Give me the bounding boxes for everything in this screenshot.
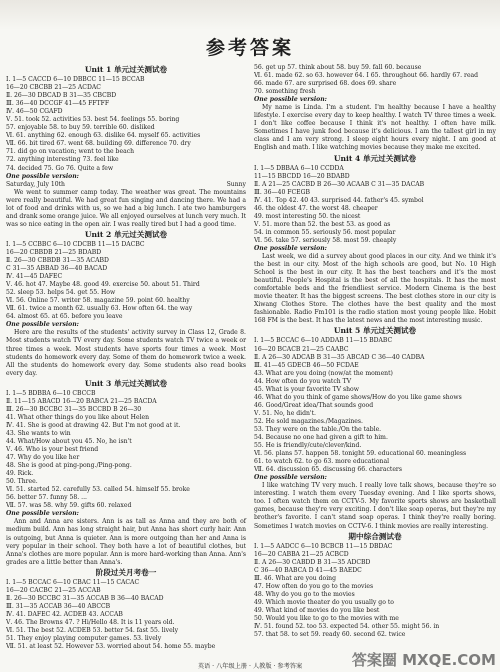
answer-line: Ⅵ. 51. The best 52. ACDEB 53. better 54. fast 55. lively [6,627,179,634]
answer-line: 57. that 58. to set 59. ready 60. second 62. twice [254,631,406,639]
sample-essay-text: Last week, we did a survey about good places in our city. And we think it's the best in our city. Most of the high schools are good, but No. 10 High School is the best in our city. It has the best teachers and it's the most beautiful. People's Hospital is the best of all the hospitals. It has the most comfortable beds and the friendliest service. Modern Cinema is the best movie theater. It has the biggest screens. The best clothes store in our city is Xiwang Clothes Store. The clothes have the best quality and the most fashionable. Radio Fm101 is the radio station most young people like. Hobit 168 FM is the best. It has the latest news and the most interesting music. [254,253,496,325]
answer-line: Ⅴ. 46. Who is your best friend [6,446,99,454]
answer-line: 54. Because no one had given a gift to him. [254,434,388,442]
sample-essay-text: Here are the results of the students' activity survey in Class 12, Grade 8. Most students watch TV every day. Some students watch TV twice a week or three times a week. Most students have sports four times a week. Most students do homework every day. Some of them do homework twice a week. All the students do homework every day. Some students also read books every day. [6,329,246,377]
answer-line: Ⅱ. 11—15 ABACD 16—20 BABCA 21—25 BACDA [6,397,157,405]
answer-line: 48. Why do you go to the movies [254,590,355,598]
answer-line: Ⅲ. 46. What are you doing [254,574,336,582]
sample-essay-label: One possible version: [254,244,327,252]
diary-date-line [6,181,246,189]
sample-essay-text: Ann and Anna are sisters. Ann is as tall as Anna and they are both of medium build. Ann has long straight hair, but Anna has short curly hair. Ann is outgoing, but Anna is quieter. Ann is more outgoing than her and Anna is very popular in their school. They both have a lot of beautiful clothes, but Anna's clothes are more popular. Ann is more hard-working than Anna. Ann's grades are a little better than Anna's. [6,518,246,566]
answer-line: Ⅶ. 64. discussion 65. discussing 66. characters [254,466,402,474]
answer-line: 41. What other things do you like about Helen [6,413,150,421]
answer-line: Ⅵ. 51. started 52. carefully 53. called 54. himself 55. broke [6,486,190,494]
sample-essay-text: We went to summer camp today. The weather was great. The mountains were really beautiful. We had great fun singing and dancing there. We had a lot of food and drinks with us, so we had a big lunch. I ate two hamburgers and drank some orange juice. We all enjoyed ourselves at lunch very much. It was so nice eating in the open air. I was really tired but I had a good time. [6,188,247,228]
answer-line: 50. Three. [6,478,38,486]
answer-line: Ⅰ. 1—5 DBBAA 6—10 CCDDA [254,164,344,172]
answer-line: Ⅰ. 1—5 BCCAC 6—10 ADDAB 11—15 BDABC [254,337,393,345]
sample-essay-text: My name is Linda. I'm a student. I'm healthy because I have a healthy lifestyle. I exercise every day to keep healthy. I watch TV three times a week. I don't like coffee because I think it's not healthy. I often have milk. Sometimes I have junk food because it's delicious. I am the tallest girl in my class and I am very strong. I sleep eight hours every night. I am good at English and math. I like watching movies because they make me excited. [254,104,496,152]
left-column [6,64,246,651]
sample-essay-label: One possible version: [6,510,79,518]
answer-line: Ⅱ. 26—30 BCCBC 31—35 ACCAB B 36—40 BACAD [6,594,164,602]
answer-line: Ⅵ. 56. Online 57. writer 58. magazine 59. point 60. healthy [6,297,190,305]
answer-line: 53. They were on the table./On the table. [254,425,382,433]
answer-line: Ⅴ. 51. more than 52. the best 53. as good as [254,220,391,228]
answer-line: 44. What/How about you 45. No, he isn't [6,437,132,445]
answer-line: Ⅳ. 51. found 52. too 53. expected 54. other 55. might 56. in [254,623,440,631]
answer-line: 55. He is friendly/cute/clever/kind. [254,442,362,450]
sample-essay-label: One possible version: [6,321,79,329]
answer-line: C 36—40 BABCA D 41—45 BAEDC [254,566,362,574]
answer-line: 70. something fresh [254,88,316,96]
answer-line: 16—20 CBBDB 21—25 BDABD [6,248,102,256]
answer-line: Ⅵ. 61. made 62. so 63. however 64. Ⅰ 65. throughout 66. hardly 67. read [254,72,479,80]
section-heading: Unit 3 单元过关测试卷 [84,378,168,388]
answer-line: 16—20 CABBA 21—25 ACBCD [254,550,349,558]
section-heading: Unit 4 单元过关测试卷 [333,153,417,163]
right-column [254,64,496,639]
answer-line: 46. Good/Great idea/That sounds good [254,401,374,409]
section-heading: Unit 1 单元过关测试卷 [84,65,168,74]
top-shade [0,0,500,30]
answer-line: 64. almost 65. at 65. before you leave [6,313,123,321]
answer-line: Ⅰ. 1—5 CCBBC 6—10 CDCBB 11—15 DACBC [6,240,145,248]
answer-line: Ⅳ. 41. DAFEC 42. ACDEB 43. ACCAB [6,610,123,618]
answer-line: Ⅲ. 26—30 BCCBC 31—35 BCCBD B 26—30 [6,405,142,413]
answer-line: Ⅴ. 51. took 52. activities 53. best 54. feelings 55. boring [6,116,180,124]
answer-line: 46. the oldest 47. the worst 48. cheaper [254,204,378,212]
answer-line: Ⅶ. 51. at least 52. However 53. worried about 54. home 55. maybe [6,643,216,651]
answer-line: Ⅱ. A 26—30 ADCAB B 31—35 ABCAD C 36—40 CADBA [254,353,425,361]
answer-line: Ⅵ. 56. take 57. seriously 58. most 59. cheaply [254,236,397,244]
answer-line: 50. Would you like to go to the movies with me [254,615,399,622]
answer-line: 71. did go on vacation; went to the beach [6,148,135,156]
answer-line: 46. What do you think of game shows/How do you like game shows [254,393,462,401]
answer-line: 47. How often do you go to the movies [254,582,374,590]
answer-line: Ⅳ. 41. Top 42. 40 43. surprised 44. father's 45. symbol [254,196,424,204]
answer-line: 44. How often do you watch TV [254,377,352,385]
answer-line: Ⅲ. 36—40 FCEGB [254,188,310,196]
answer-line: 48. She is good at ping-pong./Ping-pong. [6,462,132,470]
answer-line: 49. most interesting 50. the nicest [254,212,361,220]
answer-line: 47. Why do you like her [6,454,80,462]
answer-line: 52. sleep 53. helps 54. get 55. How [6,289,116,297]
page-footer: 英语 · 八年级上册 · 人教版 · 参考答案 [197,663,303,670]
answer-line: Ⅳ. 46—50 CGAFD [6,108,63,116]
diary-date: Saturday, July 10th [6,180,65,188]
answer-line: 16—20 CBCBB 21—25 ACDAC [6,84,101,92]
section-heading: Unit 5 单元过关测试卷 [333,326,417,336]
answer-line: 49. Which movie theater do you usually go to [254,598,394,606]
answer-line: 43. She wants to win [6,429,71,437]
answer-line: C 31—35 ABBAD 36—40 BACAD [6,265,108,273]
section-heading: 期中综合测试卷 [348,531,402,541]
answer-line: Ⅳ. 41—45 DAFEC [6,273,63,281]
answer-line: 57. enjoyable 58. to buy 59. terrible 60. disliked [6,124,155,132]
answer-line: Ⅱ. A 26—30 CABDD B 31—35 ADCBD [254,558,371,566]
section-heading: Unit 2 单元过关测试卷 [84,229,168,239]
answer-line: 56. get up 57. think about 58. buy 59. fall 60. because [254,64,422,71]
answer-line: 72. anything interesting 73. feel like [6,156,119,164]
answer-line: Ⅱ. A 21—25 CACBD B 26—30 ACAAB C 31—35 DACAB [254,180,425,188]
answer-line: Ⅴ. 51. No, he didn't. [254,409,316,417]
answer-line: 49. What kind of movies do you like best [254,606,380,614]
page-title: 参考答案 [205,37,294,59]
answer-line: 61. to watch 62. to go 63. more educational [254,458,390,466]
answer-line: 74. decided 75. Go 76. Quite a few [6,164,114,172]
answer-line: Ⅶ. 61. twice a month 62. usually 63. How often 64. the way [6,305,193,313]
answer-line: Ⅰ. 1—5 BCCAC 6—10 CBAC 11—15 CACAC [6,578,140,586]
answer-line: Ⅰ. 1—5 CACCD 6—10 DBBCC 11—15 BCCAB [6,76,145,83]
answer-line: Ⅰ. 1—5 BDBBA 6—10 CBCCB [6,389,96,397]
sample-essay-label: One possible version: [254,96,327,104]
answer-line: 54. in common 55. seriously 56. most popular [254,228,396,236]
sample-essay-label: One possible version: [6,172,79,180]
answer-line: Ⅵ. 61. anything 62. enough 63. dislike 64. myself 65. activities [6,132,201,140]
answer-line: 43. What are you doing (now/at the moment) [254,369,393,377]
sample-essay-text: I like watching TV very much. I really love talk shows, because they're so interesting. I watch them every Tuesday evening. And I like sports shows, too. I often watch them on CCTV-5. My favorite sports shows are basketball games, because they're very exciting. I don't like soap operas, but they're my brother's favorite. I can't stand soap operas. I think they're really boring. Sometimes I watch movies on CCTV-6. I think movies are really interesting. [254,482,496,530]
answer-line: 45. What is your favorite TV show [254,385,359,393]
answer-line: Ⅱ. 26—30 DBCAD B 31—35 CBCBD [6,92,117,100]
answer-line: Ⅶ. 57. was 58. why 59. gifts 60. relaxed [6,502,132,510]
diary-weather: Sunny [226,180,246,188]
answer-line: Ⅲ. 41—45 GDECB 46—50 FCDAE [254,361,359,369]
answer-line: 66. made 67. are surprised 68. does 69. share [254,80,397,88]
answer-line: 11—15 BBCDD 16—20 BDABD [254,172,350,180]
answer-line: Ⅵ. 56. plans 57. happen 58. tonight 59. educational 60. meaningless [254,450,467,458]
section-heading: 阶段过关月考卷一 [95,567,157,577]
sample-essay-label: One possible version: [254,474,327,482]
answer-line: 16—20 BCACB 21—25 CAABC [254,345,349,353]
answer-line: 51. They enjoy playing computer games. 53. lively [6,635,162,643]
answer-line: 49. Rick. [6,470,34,478]
answer-line: Ⅱ. 26—30 CBBDB 31—35 ACABD [6,256,109,264]
answer-line: 56. better 57. funny 58. ... [6,494,87,502]
answer-line: Ⅲ. 36—40 DCCGF 41—45 FFTFF [6,100,110,108]
answer-line: Ⅶ. 66. bit tired 67. went 68. building 69. difference 70. dry [6,140,191,148]
answer-line: Ⅴ. 46. The Browns 47. ? Hi/Hello 48. It is 11 years old. [6,618,175,626]
watermark-logo: 答案圈 MXQE.COM [351,651,496,669]
answer-line: Ⅲ. 31—35 ACCAB 36—40 ABCCB [6,602,111,610]
answer-line: Ⅴ. 46. hot 47. Maybe 48. good 49. exercise 50. about 51. Third [6,281,200,289]
answer-line: 52. He sold magazines./Magazines. [254,417,363,425]
answer-line: Ⅳ. 41. She is good at drawing 42. But I'm not good at it. [6,421,181,429]
answer-line: Ⅰ. 1—5 AADCC 6—10 BCBCB 11—15 DBDAC [254,542,393,550]
answer-line: 16—20 CACBC 21—25 ACCAB [6,586,101,594]
